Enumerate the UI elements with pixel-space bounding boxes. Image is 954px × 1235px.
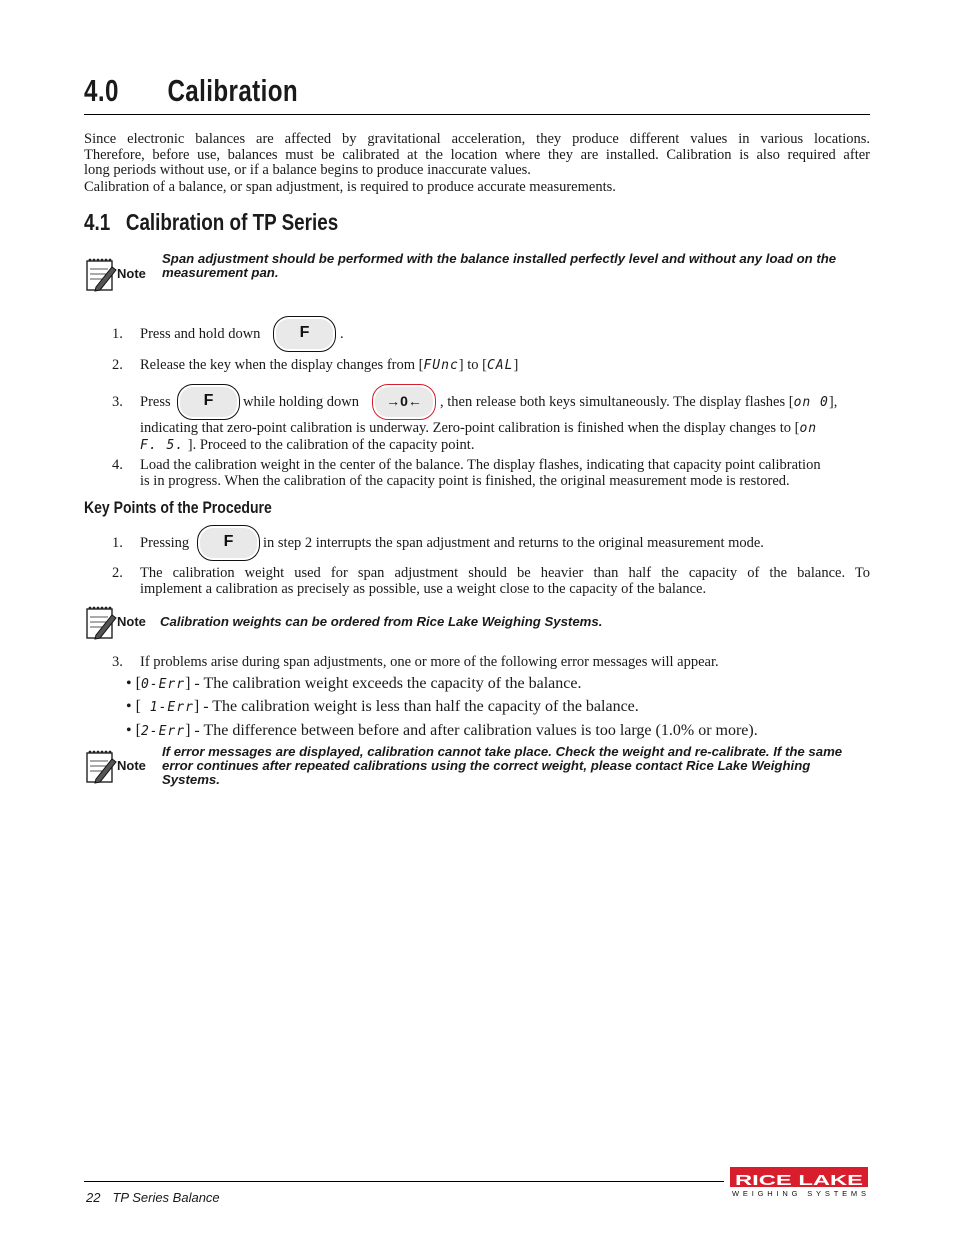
f-key-label: F [223, 533, 234, 550]
step-4-line-2: is in progress. When the calibration of the capacity point is finished, the original measurement mode is restored. [140, 473, 790, 489]
section-number: 4.0 [84, 73, 119, 108]
display-fs: F. 5. [140, 438, 185, 453]
step-1-number: 1. [112, 326, 123, 342]
note-3-line-1: If error messages are displayed, calibration cannot take place. Check the weight and re-calibrate. If the same [162, 744, 843, 759]
intro-paragraph-2: Calibration of a balance, or span adjustment, is required to produce accurate measurements. [84, 179, 616, 195]
step-3-release [440, 394, 837, 411]
key-point-2-line-1: The calibration weight used for span adjustment should be heavier than half the capacity of the balance. To [140, 565, 870, 581]
svg-text:WEIGHING SYSTEMS: WEIGHING SYSTEMS [732, 1189, 866, 1197]
note-1-line-2: measurement pan. [162, 265, 279, 280]
key-point-1-number: 1. [112, 535, 123, 551]
zero-key-label: →0← [386, 393, 422, 409]
subsection-title: Calibration of TP Series [125, 209, 339, 235]
error-description: ] - The calibration weight is less than half the capacity of the balance. [193, 698, 639, 715]
note-3 [86, 749, 152, 789]
step-4-line-1: Load the calibration weight in the center of the balance. The display flashes, indicating that capacity point calibration [140, 457, 821, 473]
f-key-button[interactable] [197, 525, 260, 561]
display-on-0: on 0 [793, 395, 829, 410]
note-1 [86, 257, 152, 297]
note-3-line-3: Systems. [162, 772, 220, 787]
key-point-1-pressing: Pressing [140, 535, 190, 551]
error-code: 2-Err [140, 724, 186, 739]
display-func: FUnc [423, 358, 459, 373]
step-3-line-2-text: indicating that zero-point calibration is underway. Zero-point calibration is finished when the display changes to [ [140, 420, 800, 436]
section-heading [84, 72, 298, 110]
intro-line-3: long periods without use, or if a balance begins to produce inaccurate values. [84, 162, 531, 178]
note-label: Note [117, 614, 146, 629]
step-3-holding: while holding down [243, 394, 359, 410]
page-footer [86, 1190, 220, 1206]
rice-lake-logo [728, 1165, 870, 1197]
step-2-number: 2. [112, 357, 123, 373]
step-3-line-3-text: ]. Proceed to the calibration of the capacity point. [184, 437, 475, 453]
intro-line-1: Since electronic balances are affected by gravitational acceleration, they produce different values in various locations. [84, 131, 870, 147]
f-key-button[interactable] [177, 384, 240, 420]
error-item: • [2-Err] - The difference between before and after calibration values is too large (1.0% or more). [126, 722, 758, 739]
subsection-number: 4.1 [84, 209, 111, 235]
key-points-heading: Key Points of the Procedure [84, 499, 272, 517]
error-code: 1-Err [140, 700, 194, 715]
note-2-text: Calibration weights can be ordered from Rice Lake Weighing Systems. [160, 614, 603, 629]
note-1-line-1: Span adjustment should be performed with the balance installed perfectly level and without any load on the [162, 251, 837, 266]
error-code: 0-Err [140, 677, 186, 692]
note-label: Note [117, 758, 146, 773]
step-3-part-c: , then release both keys simultaneously. The display flashes [ [440, 394, 794, 410]
step-3-press: Press [140, 394, 171, 410]
error-item: • [0-Err] - The calibration weight exceeds the capacity of the balance. [126, 675, 582, 692]
note-label: Note [117, 266, 146, 281]
step-2-text [140, 357, 518, 374]
page-number: 22 [86, 1190, 101, 1205]
key-point-2-number: 2. [112, 565, 123, 581]
display-on: on [799, 421, 818, 436]
note-3-line-2: error continues after repeated calibrations using the correct weight, please contact Rice Lake Weighing [162, 758, 811, 773]
step-3-line-2 [140, 420, 817, 437]
step-3-line-3 [140, 437, 474, 454]
step-1-text: Press and hold down [140, 326, 261, 342]
rice-lake-logo-graphic [728, 1165, 870, 1197]
f-key-button[interactable] [273, 316, 336, 352]
f-key-label: F [203, 392, 214, 409]
error-description: ] - The difference between before and after calibration values is too large (1.0% or more). [185, 722, 758, 739]
footer-rule [84, 1181, 724, 1182]
intro-line-2: Therefore, before use, balances must be calibrated at the location where they are installed. Calibration is also required after [84, 147, 870, 163]
zero-key-button[interactable] [372, 384, 436, 420]
note-2 [86, 605, 152, 645]
section-title: Calibration [167, 73, 299, 108]
error-description: ] - The calibration weight exceeds the capacity of the balance. [185, 675, 582, 692]
key-point-3-number: 3. [112, 654, 123, 670]
display-cal: CAL [486, 358, 514, 373]
step-3-part-d: ], [828, 394, 838, 410]
key-point-1-text: in step 2 interrupts the span adjustment and returns to the original measurement mode. [263, 535, 764, 551]
step-2-part-a: Release the key when the display changes from [ [140, 357, 424, 373]
error-item: • [ 1-Err] - The calibration weight is less than half the capacity of the balance. [126, 698, 639, 715]
step-1-period: . [340, 326, 344, 342]
heading-rule [84, 114, 870, 115]
document-title: TP Series Balance [112, 1190, 220, 1205]
key-point-3-text: If problems arise during span adjustments, one or more of the following error messages will appear. [140, 654, 719, 670]
f-key-label: F [299, 324, 310, 341]
key-point-2-line-2: implement a calibration as precisely as possible, use a weight close to the capacity of the balance. [140, 581, 707, 597]
step-2-part-c: ] [513, 357, 519, 373]
subsection-heading [84, 208, 338, 236]
step-3-number: 3. [112, 394, 123, 410]
step-2-part-b: ] to [ [458, 357, 487, 373]
svg-text:RICE LAKE: RICE LAKE [735, 1172, 863, 1189]
step-4-number: 4. [112, 457, 123, 473]
